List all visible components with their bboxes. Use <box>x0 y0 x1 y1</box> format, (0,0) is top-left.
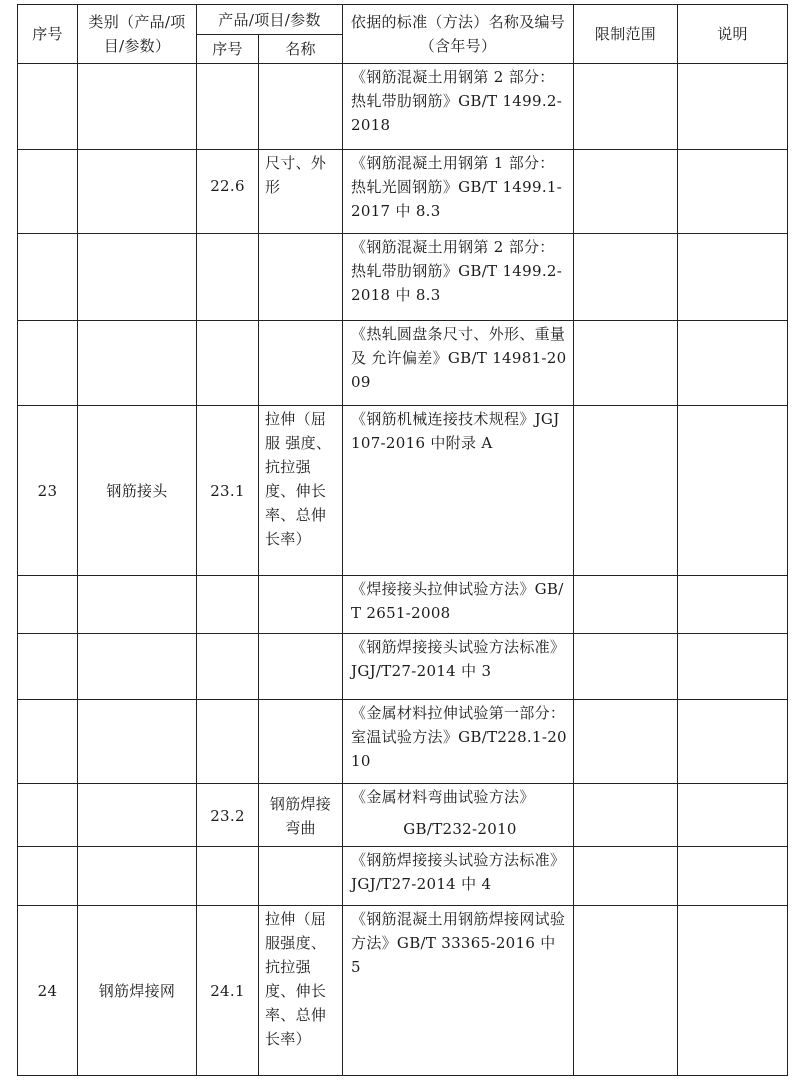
row-name: 尺寸、外形 <box>259 150 343 234</box>
row-seq <box>18 784 78 847</box>
row-note <box>678 847 788 906</box>
row-category: 钢筋焊接网 <box>78 906 197 1076</box>
header-group: 产品/项目/参数 <box>197 5 343 35</box>
row-note <box>678 576 788 634</box>
row-name <box>259 64 343 150</box>
row-sub-seq <box>197 847 259 906</box>
standards-table <box>17 4 788 1076</box>
table-row <box>18 784 788 847</box>
row-note <box>678 634 788 700</box>
row-sub-seq: 22.6 <box>197 150 259 234</box>
row-limit <box>574 847 678 906</box>
header-sub-seq: 序号 <box>197 35 259 64</box>
row-seq <box>18 150 78 234</box>
row-note <box>678 784 788 847</box>
table-row <box>18 64 788 150</box>
row-sub-seq: 24.1 <box>197 906 259 1076</box>
header-sub-name: 名称 <box>259 35 343 64</box>
row-note <box>678 406 788 576</box>
header-note: 说明 <box>678 5 788 64</box>
row-limit <box>574 576 678 634</box>
row-sub-seq <box>197 700 259 784</box>
row-limit <box>574 700 678 784</box>
header-seq: 序号 <box>18 5 78 64</box>
row-category <box>78 847 197 906</box>
row-standard: 《钢筋机械连接技术规程》JGJ 107-2016 中附录 A <box>343 406 574 576</box>
row-category <box>78 234 197 321</box>
row-standard: 《热轧圆盘条尺寸、外形、重量及 允许偏差》GB/T 14981-2009 <box>343 321 574 406</box>
row-category <box>78 150 197 234</box>
row-name <box>259 634 343 700</box>
row-sub-seq <box>197 321 259 406</box>
row-name <box>259 700 343 784</box>
row-standard-title: 《金属材料弯曲试验方法》 <box>351 788 535 806</box>
row-category <box>78 634 197 700</box>
row-standard: 《焊接接头拉伸试验方法》GB/T 2651-2008 <box>343 576 574 634</box>
row-name <box>259 847 343 906</box>
row-seq: 23 <box>18 406 78 576</box>
row-standard: 《钢筋混凝土用钢第 2 部分：热轧带肋钢筋》GB/T 1499.2-2018 中 8.3 <box>343 234 574 321</box>
row-limit <box>574 321 678 406</box>
row-limit <box>574 784 678 847</box>
table-row <box>18 847 788 906</box>
row-note <box>678 234 788 321</box>
row-seq <box>18 700 78 784</box>
row-category: 钢筋接头 <box>78 406 197 576</box>
row-category <box>78 321 197 406</box>
row-standard: 《钢筋焊接接头试验方法标准》JGJ/T27-2014 中 4 <box>343 847 574 906</box>
row-seq <box>18 234 78 321</box>
row-standard: 《钢筋混凝土用钢第 2 部分：热轧带肋钢筋》GB/T 1499.2-2018 <box>343 64 574 150</box>
row-category <box>78 576 197 634</box>
row-note <box>678 906 788 1076</box>
row-seq <box>18 634 78 700</box>
row-limit <box>574 634 678 700</box>
row-limit <box>574 234 678 321</box>
table-row <box>18 321 788 406</box>
row-seq: 24 <box>18 906 78 1076</box>
row-sub-seq <box>197 234 259 321</box>
row-standard <box>343 784 574 847</box>
row-seq <box>18 847 78 906</box>
row-standard: 《钢筋混凝土用钢筋焊接网试验方法》GB/T 33365-2016 中 5 <box>343 906 574 1076</box>
row-name <box>259 321 343 406</box>
row-sub-seq <box>197 634 259 700</box>
row-note <box>678 64 788 150</box>
row-sub-seq: 23.2 <box>197 784 259 847</box>
row-name <box>259 576 343 634</box>
row-limit <box>574 150 678 234</box>
row-note <box>678 700 788 784</box>
table-row <box>18 406 788 576</box>
table-row <box>18 234 788 321</box>
row-sub-seq: 23.1 <box>197 406 259 576</box>
row-sub-seq <box>197 576 259 634</box>
row-standard: 《金属材料拉伸试验第一部分：室温试验方法》GB/T228.1-2010 <box>343 700 574 784</box>
header-standard: 依据的标准（方法）名称及编号（含年号） <box>343 5 574 64</box>
row-note <box>678 321 788 406</box>
row-seq <box>18 321 78 406</box>
row-seq <box>18 64 78 150</box>
row-category <box>78 64 197 150</box>
header-category: 类别（产品/项目/参数） <box>78 5 197 64</box>
table-row <box>18 906 788 1076</box>
row-standard-code: GB/T232-2010 <box>403 820 517 838</box>
table-row <box>18 150 788 234</box>
table-row <box>18 700 788 784</box>
row-limit <box>574 406 678 576</box>
row-category <box>78 700 197 784</box>
row-name: 钢筋焊接弯曲 <box>259 784 343 847</box>
row-note <box>678 150 788 234</box>
row-seq <box>18 576 78 634</box>
row-name: 拉伸（屈服强度、抗拉强度、伸长率、总伸长率） <box>259 906 343 1076</box>
table-row <box>18 576 788 634</box>
row-limit <box>574 906 678 1076</box>
header-limit: 限制范围 <box>574 5 678 64</box>
row-name <box>259 234 343 321</box>
row-category <box>78 784 197 847</box>
table-row <box>18 634 788 700</box>
row-name: 拉伸（屈服 强度、抗拉强度、伸长率、总伸长率） <box>259 406 343 576</box>
row-standard: 《钢筋混凝土用钢第 1 部分：热轧光圆钢筋》GB/T 1499.1-2017 中 8.3 <box>343 150 574 234</box>
row-limit <box>574 64 678 150</box>
row-sub-seq <box>197 64 259 150</box>
row-standard: 《钢筋焊接接头试验方法标准》JGJ/T27-2014 中 3 <box>343 634 574 700</box>
